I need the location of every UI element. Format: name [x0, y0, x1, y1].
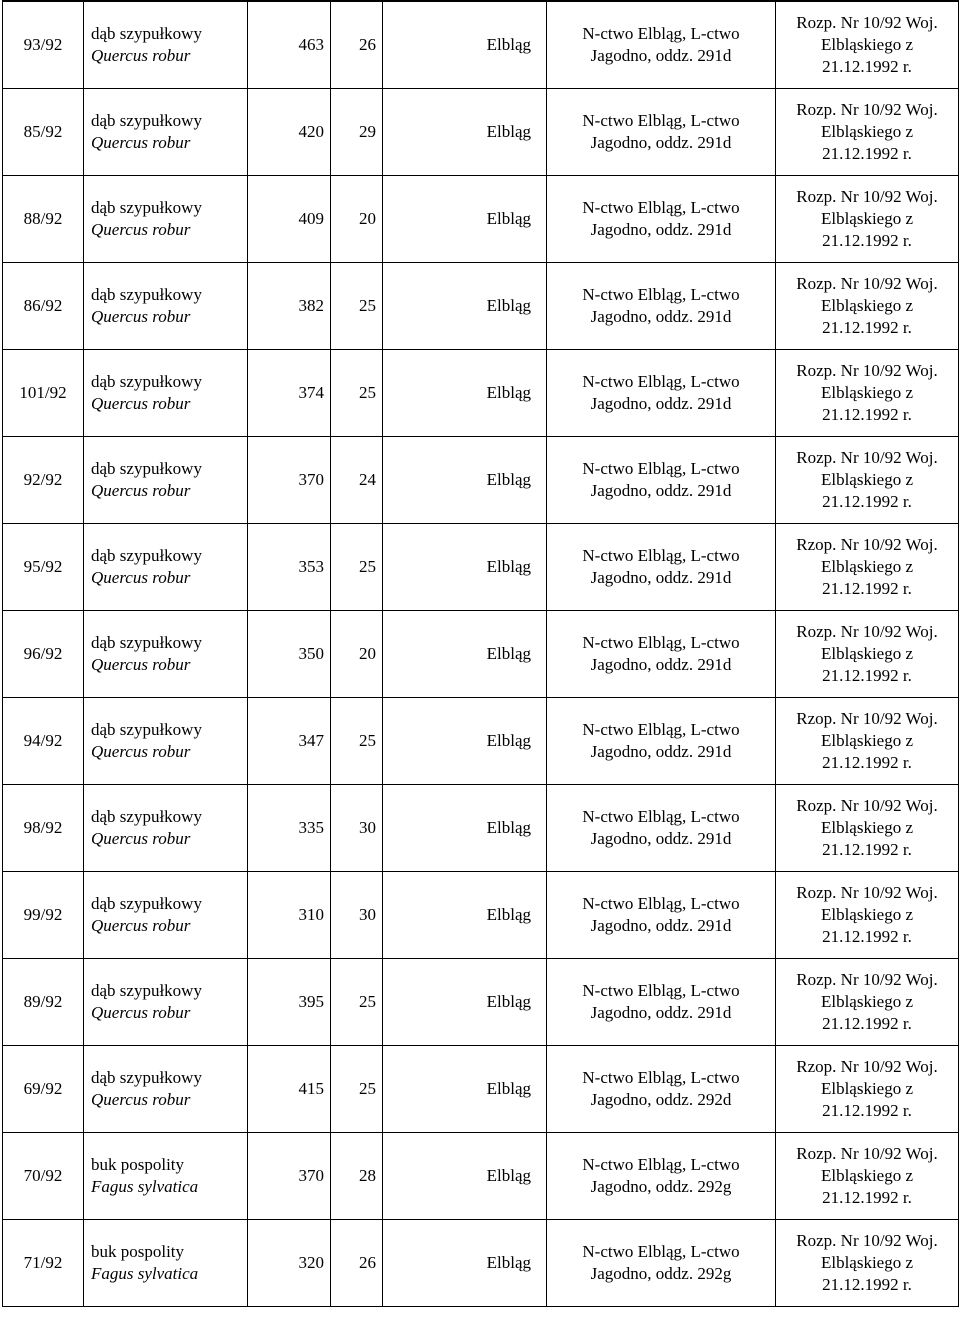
location-cell: [547, 437, 776, 524]
location-line-1: N-ctwo Elbląg, L-ctwo: [582, 24, 740, 43]
location-line-2: Jagodno, oddz. 291d: [590, 133, 732, 152]
record-number: 92/92: [3, 437, 84, 524]
circumference-value: 320: [248, 1220, 331, 1307]
location-line-1: N-ctwo Elbląg, L-ctwo: [582, 372, 740, 391]
legal-act-line-2: Elbląskiego z: [820, 644, 914, 663]
species-cell: [84, 1220, 248, 1307]
location-line-2: Jagodno, oddz. 291d: [590, 1003, 732, 1022]
legal-act-cell: [776, 176, 959, 263]
table-row: [3, 1046, 959, 1133]
legal-act-line-1: Rozp. Nr 10/92 Woj.: [796, 1231, 938, 1250]
circumference-value: 420: [248, 89, 331, 176]
place-name: Elbląg: [383, 785, 547, 872]
location-line-1: N-ctwo Elbląg, L-ctwo: [582, 1242, 740, 1261]
species-polish-name: dąb szypułkowy: [91, 372, 202, 391]
legal-act-line-3: 21.12.1992 r.: [822, 144, 912, 163]
record-number: 94/92: [3, 698, 84, 785]
legal-act-line-1: Rozp. Nr 10/92 Woj.: [796, 100, 938, 119]
location-cell: [547, 698, 776, 785]
legal-act-cell: [776, 1046, 959, 1133]
table-row: [3, 785, 959, 872]
height-value: 24: [331, 437, 383, 524]
record-number: 86/92: [3, 263, 84, 350]
legal-act-cell: [776, 1220, 959, 1307]
species-polish-name: dąb szypułkowy: [91, 633, 202, 652]
legal-act-line-3: 21.12.1992 r.: [822, 1014, 912, 1033]
species-cell: [84, 89, 248, 176]
legal-act-line-1: Rozp. Nr 10/92 Woj.: [796, 622, 938, 641]
species-latin-name: Quercus robur: [91, 481, 191, 500]
table-row: [3, 263, 959, 350]
place-name: Elbląg: [383, 350, 547, 437]
place-name: Elbląg: [383, 698, 547, 785]
legal-act-line-3: 21.12.1992 r.: [822, 231, 912, 250]
species-polish-name: buk pospolity: [91, 1155, 185, 1174]
record-number: 89/92: [3, 959, 84, 1046]
species-cell: [84, 524, 248, 611]
location-line-2: Jagodno, oddz. 292g: [590, 1264, 732, 1283]
record-number: 93/92: [3, 1, 84, 89]
location-line-1: N-ctwo Elbląg, L-ctwo: [582, 111, 740, 130]
table-row: [3, 1220, 959, 1307]
location-cell: [547, 1046, 776, 1133]
location-line-1: N-ctwo Elbląg, L-ctwo: [582, 894, 740, 913]
species-cell: [84, 872, 248, 959]
legal-act-line-1: Rozp. Nr 10/92 Woj.: [796, 274, 938, 293]
species-latin-name: Fagus sylvatica: [91, 1177, 199, 1196]
legal-act-cell: [776, 872, 959, 959]
legal-act-line-2: Elbląskiego z: [820, 905, 914, 924]
height-value: 20: [331, 176, 383, 263]
location-line-1: N-ctwo Elbląg, L-ctwo: [582, 546, 740, 565]
table-row: [3, 1, 959, 89]
species-latin-name: Quercus robur: [91, 220, 191, 239]
location-cell: [547, 872, 776, 959]
place-name: Elbląg: [383, 437, 547, 524]
height-value: 25: [331, 350, 383, 437]
species-cell: [84, 176, 248, 263]
legal-act-line-3: 21.12.1992 r.: [822, 927, 912, 946]
location-line-2: Jagodno, oddz. 291d: [590, 568, 732, 587]
record-number: 85/92: [3, 89, 84, 176]
circumference-value: 370: [248, 1133, 331, 1220]
legal-act-line-2: Elbląskiego z: [820, 557, 914, 576]
species-polish-name: dąb szypułkowy: [91, 981, 202, 1000]
legal-act-cell: [776, 350, 959, 437]
legal-act-line-2: Elbląskiego z: [820, 470, 914, 489]
location-line-2: Jagodno, oddz. 291d: [590, 655, 732, 674]
species-latin-name: Quercus robur: [91, 1003, 191, 1022]
species-cell: [84, 1133, 248, 1220]
circumference-value: 347: [248, 698, 331, 785]
height-value: 28: [331, 1133, 383, 1220]
height-value: 25: [331, 263, 383, 350]
location-cell: [547, 176, 776, 263]
location-line-1: N-ctwo Elbląg, L-ctwo: [582, 459, 740, 478]
legal-act-cell: [776, 959, 959, 1046]
species-cell: [84, 263, 248, 350]
legal-act-line-3: 21.12.1992 r.: [822, 840, 912, 859]
location-line-2: Jagodno, oddz. 291d: [590, 46, 732, 65]
legal-act-line-3: 21.12.1992 r.: [822, 318, 912, 337]
circumference-value: 370: [248, 437, 331, 524]
legal-act-line-2: Elbląskiego z: [820, 209, 914, 228]
record-number: 99/92: [3, 872, 84, 959]
legal-act-cell: [776, 698, 959, 785]
table-row: [3, 872, 959, 959]
location-line-2: Jagodno, oddz. 291d: [590, 916, 732, 935]
legal-act-line-2: Elbląskiego z: [820, 296, 914, 315]
location-line-2: Jagodno, oddz. 291d: [590, 307, 732, 326]
legal-act-line-3: 21.12.1992 r.: [822, 405, 912, 424]
legal-act-line-3: 21.12.1992 r.: [822, 753, 912, 772]
location-line-1: N-ctwo Elbląg, L-ctwo: [582, 720, 740, 739]
species-latin-name: Quercus robur: [91, 655, 191, 674]
location-line-1: N-ctwo Elbląg, L-ctwo: [582, 285, 740, 304]
location-cell: [547, 1, 776, 89]
record-number: 101/92: [3, 350, 84, 437]
location-cell: [547, 350, 776, 437]
legal-act-cell: [776, 89, 959, 176]
legal-act-cell: [776, 524, 959, 611]
species-latin-name: Quercus robur: [91, 742, 191, 761]
place-name: Elbląg: [383, 263, 547, 350]
legal-act-line-1: Rozp. Nr 10/92 Woj.: [796, 970, 938, 989]
species-latin-name: Fagus sylvatica: [91, 1264, 199, 1283]
legal-act-line-2: Elbląskiego z: [820, 818, 914, 837]
species-latin-name: Quercus robur: [91, 829, 191, 848]
circumference-value: 395: [248, 959, 331, 1046]
species-polish-name: dąb szypułkowy: [91, 198, 202, 217]
legal-act-line-2: Elbląskiego z: [820, 383, 914, 402]
location-line-2: Jagodno, oddz. 291d: [590, 220, 732, 239]
species-cell: [84, 959, 248, 1046]
place-name: Elbląg: [383, 1220, 547, 1307]
legal-act-cell: [776, 263, 959, 350]
species-cell: [84, 785, 248, 872]
place-name: Elbląg: [383, 176, 547, 263]
table-row: [3, 437, 959, 524]
circumference-value: 335: [248, 785, 331, 872]
species-polish-name: dąb szypułkowy: [91, 24, 202, 43]
species-latin-name: Quercus robur: [91, 46, 191, 65]
circumference-value: 415: [248, 1046, 331, 1133]
location-cell: [547, 785, 776, 872]
location-cell: [547, 524, 776, 611]
species-latin-name: Quercus robur: [91, 568, 191, 587]
record-number: 98/92: [3, 785, 84, 872]
circumference-value: 374: [248, 350, 331, 437]
species-polish-name: dąb szypułkowy: [91, 111, 202, 130]
legal-act-line-2: Elbląskiego z: [820, 1079, 914, 1098]
legal-act-line-3: 21.12.1992 r.: [822, 1275, 912, 1294]
table-row: [3, 611, 959, 698]
legal-act-line-1: Rozp. Nr 10/92 Woj.: [796, 883, 938, 902]
height-value: 30: [331, 785, 383, 872]
legal-act-line-2: Elbląskiego z: [820, 35, 914, 54]
table-row: [3, 1133, 959, 1220]
species-cell: [84, 698, 248, 785]
legal-act-cell: [776, 1, 959, 89]
species-polish-name: dąb szypułkowy: [91, 459, 202, 478]
legal-act-line-1: Rozp. Nr 10/92 Woj.: [796, 187, 938, 206]
location-line-1: N-ctwo Elbląg, L-ctwo: [582, 981, 740, 1000]
place-name: Elbląg: [383, 1046, 547, 1133]
location-cell: [547, 1220, 776, 1307]
legal-act-cell: [776, 437, 959, 524]
place-name: Elbląg: [383, 524, 547, 611]
location-cell: [547, 1133, 776, 1220]
legal-act-line-2: Elbląskiego z: [820, 731, 914, 750]
legal-act-line-1: Rozp. Nr 10/92 Woj.: [796, 796, 938, 815]
legal-act-line-3: 21.12.1992 r.: [822, 1188, 912, 1207]
circumference-value: 463: [248, 1, 331, 89]
table-row: [3, 89, 959, 176]
location-cell: [547, 263, 776, 350]
table-row: [3, 350, 959, 437]
circumference-value: 350: [248, 611, 331, 698]
location-line-2: Jagodno, oddz. 291d: [590, 481, 732, 500]
legal-act-line-1: Rozp. Nr 10/92 Woj.: [796, 13, 938, 32]
location-cell: [547, 959, 776, 1046]
location-line-2: Jagodno, oddz. 291d: [590, 742, 732, 761]
location-line-1: N-ctwo Elbląg, L-ctwo: [582, 198, 740, 217]
record-number: 96/92: [3, 611, 84, 698]
table-row: [3, 959, 959, 1046]
species-latin-name: Quercus robur: [91, 1090, 191, 1109]
location-line-1: N-ctwo Elbląg, L-ctwo: [582, 1155, 740, 1174]
table-body: [3, 1, 959, 1307]
species-polish-name: buk pospolity: [91, 1242, 185, 1261]
legal-act-line-1: Rzop. Nr 10/92 Woj.: [796, 709, 938, 728]
height-value: 25: [331, 524, 383, 611]
species-polish-name: dąb szypułkowy: [91, 285, 202, 304]
species-latin-name: Quercus robur: [91, 133, 191, 152]
location-line-1: N-ctwo Elbląg, L-ctwo: [582, 807, 740, 826]
location-line-2: Jagodno, oddz. 291d: [590, 829, 732, 848]
location-line-1: N-ctwo Elbląg, L-ctwo: [582, 633, 740, 652]
legal-act-line-2: Elbląskiego z: [820, 992, 914, 1011]
height-value: 25: [331, 959, 383, 1046]
species-cell: [84, 611, 248, 698]
record-number: 88/92: [3, 176, 84, 263]
record-number: 71/92: [3, 1220, 84, 1307]
record-number: 70/92: [3, 1133, 84, 1220]
place-name: Elbląg: [383, 872, 547, 959]
species-cell: [84, 437, 248, 524]
species-cell: [84, 1046, 248, 1133]
location-line-2: Jagodno, oddz. 292d: [590, 1090, 732, 1109]
place-name: Elbląg: [383, 1, 547, 89]
circumference-value: 409: [248, 176, 331, 263]
circumference-value: 382: [248, 263, 331, 350]
legal-act-line-3: 21.12.1992 r.: [822, 57, 912, 76]
legal-act-line-1: Rozp. Nr 10/92 Woj.: [796, 361, 938, 380]
legal-act-line-3: 21.12.1992 r.: [822, 579, 912, 598]
species-polish-name: dąb szypułkowy: [91, 546, 202, 565]
height-value: 25: [331, 698, 383, 785]
place-name: Elbląg: [383, 611, 547, 698]
species-latin-name: Quercus robur: [91, 394, 191, 413]
legal-act-line-2: Elbląskiego z: [820, 1253, 914, 1272]
place-name: Elbląg: [383, 1133, 547, 1220]
legal-act-line-1: Rozp. Nr 10/92 Woj.: [796, 1144, 938, 1163]
species-latin-name: Quercus robur: [91, 916, 191, 935]
location-line-2: Jagodno, oddz. 292g: [590, 1177, 732, 1196]
circumference-value: 310: [248, 872, 331, 959]
legal-act-cell: [776, 611, 959, 698]
location-cell: [547, 89, 776, 176]
legal-act-line-1: Rzop. Nr 10/92 Woj.: [796, 1057, 938, 1076]
location-line-2: Jagodno, oddz. 291d: [590, 394, 732, 413]
place-name: Elbląg: [383, 959, 547, 1046]
legal-act-line-2: Elbląskiego z: [820, 122, 914, 141]
location-cell: [547, 611, 776, 698]
record-number: 69/92: [3, 1046, 84, 1133]
legal-act-line-3: 21.12.1992 r.: [822, 666, 912, 685]
species-cell: [84, 350, 248, 437]
height-value: 29: [331, 89, 383, 176]
table-row: [3, 698, 959, 785]
height-value: 30: [331, 872, 383, 959]
legal-act-cell: [776, 1133, 959, 1220]
table-row: [3, 176, 959, 263]
species-cell: [84, 1, 248, 89]
record-number: 95/92: [3, 524, 84, 611]
legal-act-line-3: 21.12.1992 r.: [822, 1101, 912, 1120]
height-value: 26: [331, 1, 383, 89]
monuments-table: [2, 0, 959, 1307]
legal-act-line-2: Elbląskiego z: [820, 1166, 914, 1185]
species-polish-name: dąb szypułkowy: [91, 720, 202, 739]
species-polish-name: dąb szypułkowy: [91, 807, 202, 826]
location-line-1: N-ctwo Elbląg, L-ctwo: [582, 1068, 740, 1087]
circumference-value: 353: [248, 524, 331, 611]
legal-act-line-1: Rozp. Nr 10/92 Woj.: [796, 448, 938, 467]
species-polish-name: dąb szypułkowy: [91, 894, 202, 913]
species-polish-name: dąb szypułkowy: [91, 1068, 202, 1087]
legal-act-line-1: Rzop. Nr 10/92 Woj.: [796, 535, 938, 554]
table-row: [3, 524, 959, 611]
legal-act-cell: [776, 785, 959, 872]
height-value: 25: [331, 1046, 383, 1133]
height-value: 26: [331, 1220, 383, 1307]
place-name: Elbląg: [383, 89, 547, 176]
height-value: 20: [331, 611, 383, 698]
species-latin-name: Quercus robur: [91, 307, 191, 326]
legal-act-line-3: 21.12.1992 r.: [822, 492, 912, 511]
